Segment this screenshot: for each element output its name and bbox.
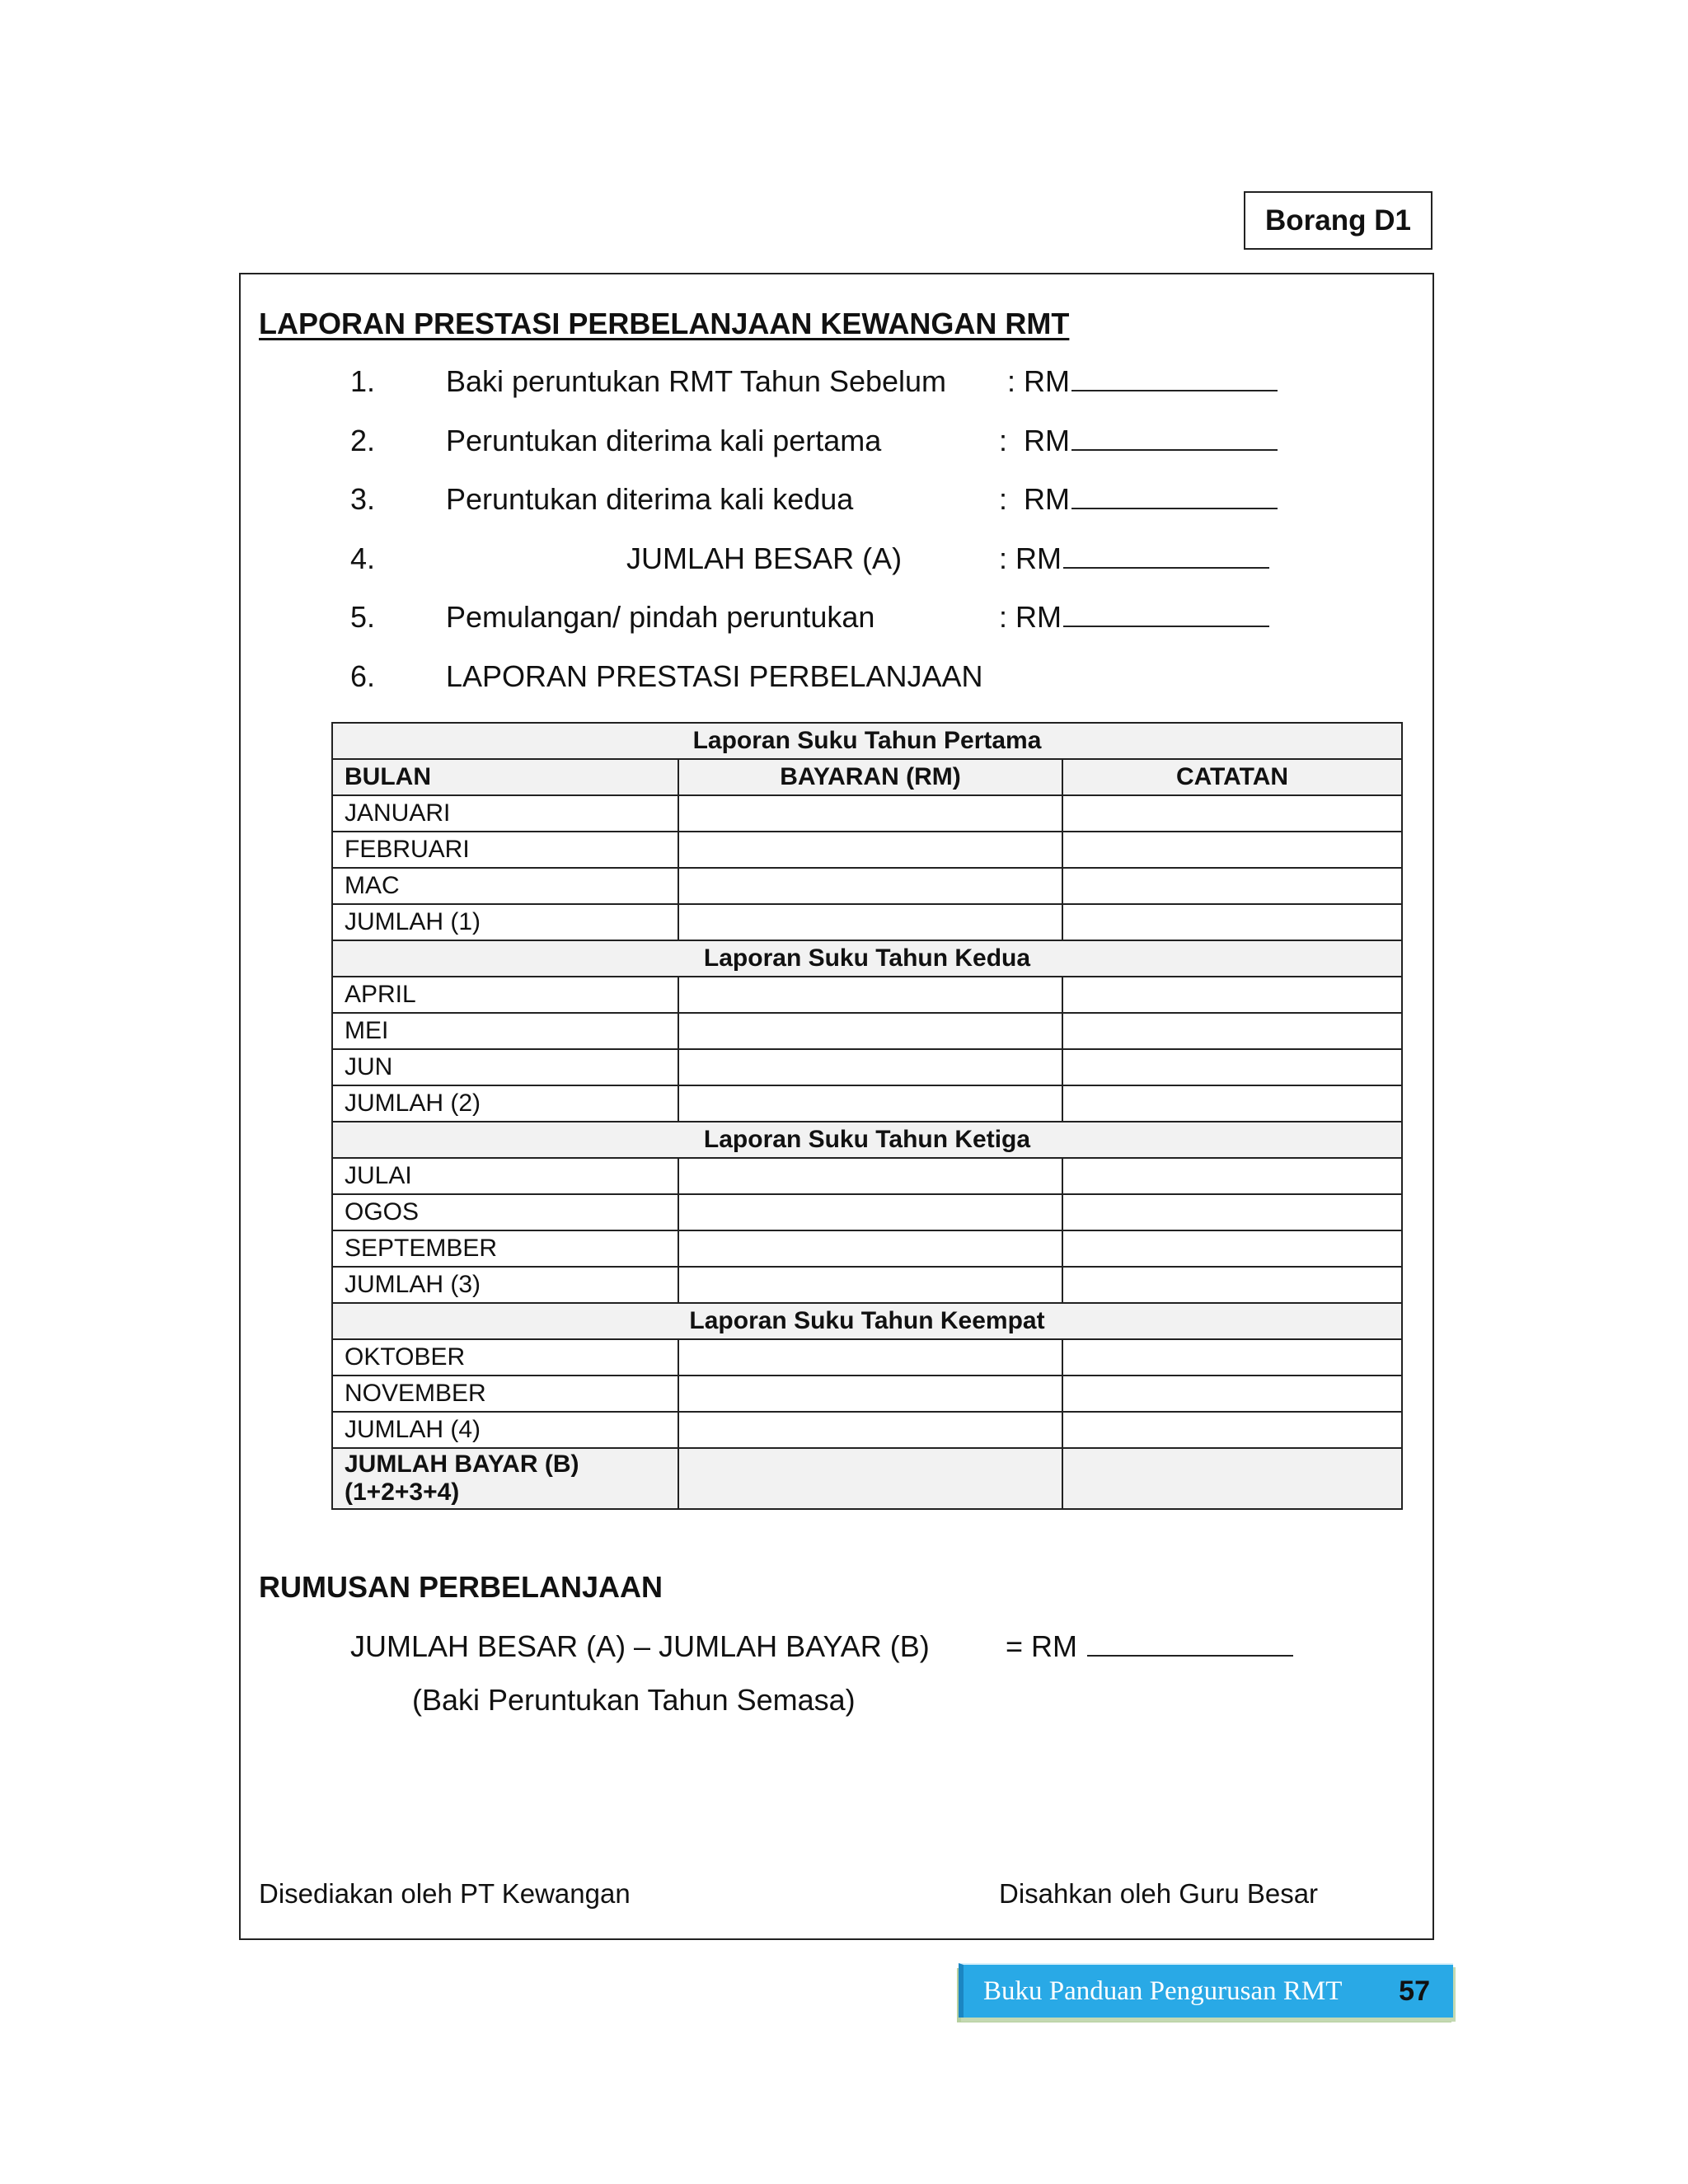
catatan-cell[interactable] — [1062, 1049, 1402, 1085]
catatan-cell[interactable] — [1062, 795, 1402, 832]
expenditure-report-table — [331, 722, 1403, 1510]
section-heading: Laporan Suku Tahun Pertama — [332, 723, 1402, 759]
subtotal-cell: JUMLAH (4) — [332, 1412, 678, 1448]
catatan-cell[interactable] — [1062, 1194, 1402, 1230]
catatan-cell[interactable] — [1062, 1267, 1402, 1303]
month-cell: FEBRUARI — [332, 832, 678, 868]
item-2-number: 2. — [350, 424, 376, 457]
form-title: LAPORAN PRESTASI PERBELANJAAN KEWANGAN RMT — [259, 307, 1070, 340]
grand-total-catatan-cell[interactable] — [1062, 1448, 1402, 1509]
table-row — [332, 1013, 1402, 1049]
table-row — [332, 904, 1402, 940]
rumusan-heading: RUMUSAN PERBELANJAAN — [259, 1570, 663, 1604]
subtotal-cell: JUMLAH (1) — [332, 904, 678, 940]
table-row — [332, 1412, 1402, 1448]
page-number: 57 — [1399, 1975, 1430, 2007]
bayaran-cell[interactable] — [678, 832, 1062, 868]
item-1-rm-label: : RM — [1007, 364, 1070, 398]
catatan-cell[interactable] — [1062, 1339, 1402, 1376]
grand-total-label — [332, 1448, 678, 1509]
rumusan-formula: JUMLAH BESAR (A) – JUMLAH BAYAR (B) — [350, 1629, 930, 1663]
catatan-cell[interactable] — [1062, 1085, 1402, 1122]
month-cell: APRIL — [332, 977, 678, 1013]
table-row — [332, 1158, 1402, 1194]
item-4-rm-field[interactable] — [999, 541, 1269, 576]
table-row — [332, 1194, 1402, 1230]
grand-total-line1: JUMLAH BAYAR (B) — [345, 1451, 579, 1478]
bayaran-cell[interactable] — [678, 1339, 1062, 1376]
month-cell: JUN — [332, 1049, 678, 1085]
month-cell: MAC — [332, 868, 678, 904]
section-heading: Laporan Suku Tahun Kedua — [332, 940, 1402, 977]
item-5-rm-field[interactable] — [999, 600, 1269, 635]
catatan-cell[interactable] — [1062, 904, 1402, 940]
catatan-cell[interactable] — [1062, 1230, 1402, 1267]
bayaran-cell[interactable] — [678, 1376, 1062, 1412]
item-4-label: JUMLAH BESAR (A) — [626, 541, 903, 575]
catatan-cell[interactable] — [1062, 977, 1402, 1013]
month-cell: JANUARI — [332, 795, 678, 832]
footer-tab — [959, 1963, 1453, 2018]
form-code-box — [1244, 191, 1432, 250]
catatan-cell[interactable] — [1062, 832, 1402, 868]
item-2-label: Peruntukan diterima kali pertama — [446, 424, 882, 457]
item-5-number: 5. — [350, 600, 376, 634]
item-2-rm-label: : RM — [999, 424, 1070, 457]
rumusan-rm-field[interactable] — [1006, 1629, 1293, 1664]
item-3-label: Peruntukan diterima kali kedua — [446, 482, 854, 516]
month-cell: NOVEMBER — [332, 1376, 678, 1412]
bayaran-cell[interactable] — [678, 868, 1062, 904]
form-code: Borang D1 — [1265, 204, 1411, 237]
bayaran-cell[interactable] — [678, 1412, 1062, 1448]
bayaran-cell[interactable] — [678, 904, 1062, 940]
table-row — [332, 1339, 1402, 1376]
table-row — [332, 795, 1402, 832]
grand-total-row — [332, 1448, 1402, 1509]
item-3-rm-label: : RM — [999, 482, 1070, 516]
month-cell: JULAI — [332, 1158, 678, 1194]
item-4-rm-label: : RM — [999, 541, 1062, 575]
item-4-number: 4. — [350, 541, 376, 575]
item-5-label: Pemulangan/ pindah peruntukan — [446, 600, 875, 634]
section-heading: Laporan Suku Tahun Ketiga — [332, 1122, 1402, 1158]
table-row — [332, 832, 1402, 868]
table-row — [332, 1085, 1402, 1122]
subtotal-cell: JUMLAH (2) — [332, 1085, 678, 1122]
item-2-rm-field[interactable] — [999, 424, 1278, 458]
catatan-cell[interactable] — [1062, 1412, 1402, 1448]
bayaran-cell[interactable] — [678, 1230, 1062, 1267]
table-row — [332, 1376, 1402, 1412]
bayaran-cell[interactable] — [678, 977, 1062, 1013]
catatan-cell[interactable] — [1062, 1013, 1402, 1049]
bayaran-cell[interactable] — [678, 1013, 1062, 1049]
rumusan-rm-label: = RM — [1006, 1629, 1078, 1663]
grand-total-line2: (1+2+3+4) — [345, 1479, 460, 1506]
bayaran-cell[interactable] — [678, 1085, 1062, 1122]
item-1-number: 1. — [350, 364, 376, 398]
subtotal-cell: JUMLAH (3) — [332, 1267, 678, 1303]
item-3-number: 3. — [350, 482, 376, 516]
table-row — [332, 1267, 1402, 1303]
table-row — [332, 1230, 1402, 1267]
catatan-cell[interactable] — [1062, 1376, 1402, 1412]
catatan-cell[interactable] — [1062, 1158, 1402, 1194]
bayaran-cell[interactable] — [678, 795, 1062, 832]
month-cell: OKTOBER — [332, 1339, 678, 1376]
table-row — [332, 868, 1402, 904]
column-header-bulan: BULAN — [332, 759, 678, 795]
bayaran-cell[interactable] — [678, 1049, 1062, 1085]
item-5-rm-label: : RM — [999, 600, 1062, 634]
item-3-rm-field[interactable] — [999, 482, 1278, 517]
table-row — [332, 977, 1402, 1013]
bayaran-cell[interactable] — [678, 1194, 1062, 1230]
item-6-number: 6. — [350, 659, 376, 693]
item-6-label: LAPORAN PRESTASI PERBELANJAAN — [446, 659, 983, 693]
item-1-rm-field[interactable] — [1007, 364, 1278, 399]
month-cell: SEPTEMBER — [332, 1230, 678, 1267]
bayaran-cell[interactable] — [678, 1267, 1062, 1303]
prepared-by-label: Disediakan oleh PT Kewangan — [259, 1878, 631, 1909]
footer-book-title: Buku Panduan Pengurusan RMT — [983, 1975, 1343, 2006]
month-cell: OGOS — [332, 1194, 678, 1230]
month-cell: MEI — [332, 1013, 678, 1049]
grand-total-bayaran-cell[interactable] — [678, 1448, 1062, 1509]
column-header-catatan: CATATAN — [1062, 759, 1402, 795]
approved-by-label: Disahkan oleh Guru Besar — [999, 1878, 1319, 1909]
table-row — [332, 1049, 1402, 1085]
column-header-bayaran: BAYARAN (RM) — [678, 759, 1062, 795]
section-heading: Laporan Suku Tahun Keempat — [332, 1303, 1402, 1339]
bayaran-cell[interactable] — [678, 1158, 1062, 1194]
rumusan-note: (Baki Peruntukan Tahun Semasa) — [412, 1683, 856, 1717]
catatan-cell[interactable] — [1062, 868, 1402, 904]
item-1-label: Baki peruntukan RMT Tahun Sebelum — [446, 364, 947, 398]
